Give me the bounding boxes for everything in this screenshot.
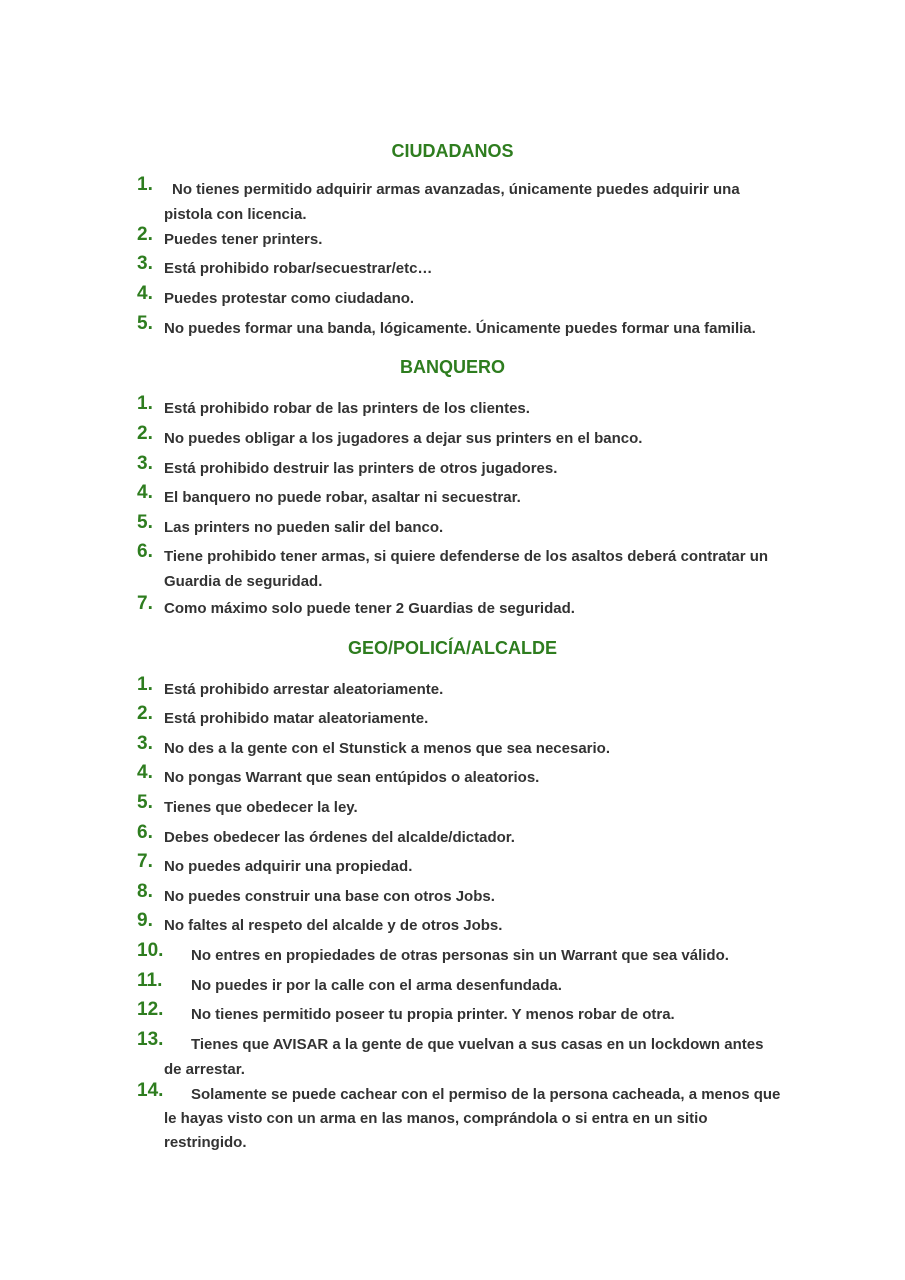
section-title-banquero: BANQUERO — [399, 357, 505, 377]
section-title-ciudadanos: CIUDADANOS — [391, 141, 514, 161]
item-text: No puedes adquirir una propiedad. — [164, 858, 413, 875]
item-number: 3. — [137, 453, 153, 474]
item-number: 13. — [137, 1029, 164, 1050]
item-number: 5. — [137, 792, 153, 813]
item-number: 10. — [137, 940, 164, 961]
item-text: Como máximo solo puede tener 2 Guardias de seguridad. — [164, 600, 575, 617]
item-number: 2. — [137, 224, 153, 245]
item-number: 5. — [137, 313, 153, 334]
item-number: 14. — [137, 1080, 164, 1101]
item-text: Puedes protestar como ciudadano. — [164, 290, 415, 307]
item-number: 1. — [137, 674, 153, 695]
item-number: 1. — [137, 174, 153, 195]
item-text: No entres en propiedades de otras personas sin un Warrant que sea válido. — [191, 947, 729, 964]
item-number: 2. — [137, 423, 153, 444]
item-number: 11. — [137, 970, 163, 991]
item-text: No puedes ir por la calle con el arma desenfundada. — [191, 977, 562, 994]
item-text: No puedes formar una banda, lógicamente. Únicamente puedes formar una familia. — [164, 320, 756, 337]
item-text: Las printers no pueden salir del banco. — [164, 519, 444, 536]
item-number: 7. — [137, 593, 153, 614]
item-number: 12. — [137, 999, 164, 1020]
item-text: No des a la gente con el Stunstick a menos que sea necesario. — [164, 740, 610, 757]
item-number: 8. — [137, 881, 153, 902]
item-text: Tiene prohibido tener armas, si quiere defenderse de los asaltos deberá contratar un Guardia de seguridad. — [164, 548, 769, 590]
item-text: Tienes que AVISAR a la gente de que vuelvan a sus casas en un lockdown antes de arrestar. — [164, 1036, 764, 1078]
item-text: Solamente se puede cachear con el permiso de la persona cacheada, a menos que le hayas visto con un arma en las manos, comprándola o si entra en un sitio restringido. — [164, 1086, 781, 1151]
section-title-geo-policia-alcalde: GEO/POLICÍA/ALCALDE — [347, 638, 557, 658]
item-text: Está prohibido matar aleatoriamente. — [164, 710, 429, 727]
item-text: Está prohibido robar/secuestrar/etc… — [164, 260, 433, 277]
item-text: No puedes obligar a los jugadores a dejar sus printers en el banco. — [164, 430, 643, 447]
item-text: Puedes tener printers. — [164, 231, 323, 248]
item-number: 6. — [137, 822, 153, 843]
item-text: No faltes al respeto del alcalde y de otros Jobs. — [164, 917, 503, 934]
item-number: 6. — [137, 541, 153, 562]
item-text: No tienes permitido adquirir armas avanzadas, únicamente puedes adquirir una pistola con licencia. — [164, 181, 740, 223]
item-text: El banquero no puede robar, asaltar ni secuestrar. — [164, 489, 521, 506]
item-number: 3. — [137, 733, 153, 754]
item-number: 4. — [137, 482, 153, 503]
item-number: 2. — [137, 703, 153, 724]
item-number: 4. — [137, 283, 153, 304]
item-text: No tienes permitido poseer tu propia printer. Y menos robar de otra. — [191, 1006, 675, 1023]
item-text: Está prohibido arrestar aleatoriamente. — [164, 681, 444, 698]
item-number: 3. — [137, 253, 153, 274]
item-number: 1. — [137, 393, 153, 414]
item-text: No pongas Warrant que sean entúpidos o aleatorios. — [164, 769, 540, 786]
item-text: No puedes construir una base con otros Jobs. — [164, 888, 495, 905]
item-number: 9. — [137, 910, 153, 931]
item-text: Está prohibido robar de las printers de los clientes. — [164, 400, 530, 417]
item-text: Tienes que obedecer la ley. — [164, 799, 358, 816]
item-number: 5. — [137, 512, 153, 533]
item-number: 7. — [137, 851, 153, 872]
item-text: Debes obedecer las órdenes del alcalde/dictador. — [164, 829, 515, 846]
item-text: Está prohibido destruir las printers de otros jugadores. — [164, 460, 558, 477]
item-number: 4. — [137, 762, 153, 783]
